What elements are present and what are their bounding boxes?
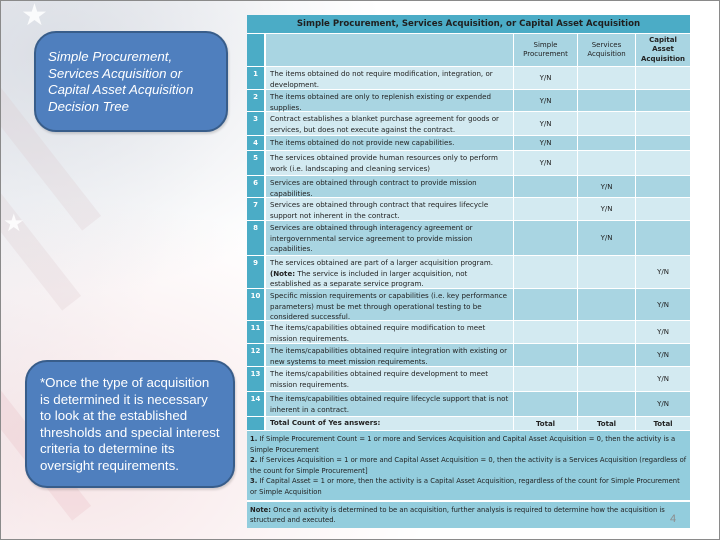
total-services-acquisition: Total bbox=[578, 417, 636, 430]
answer-cell-simple-procurement[interactable] bbox=[514, 221, 578, 255]
star-icon: ★ bbox=[21, 0, 48, 33]
answer-cell-capital-asset[interactable] bbox=[636, 151, 690, 175]
page-number: 4 bbox=[670, 513, 677, 525]
row-number: 13 bbox=[247, 367, 266, 391]
answer-cell-capital-asset[interactable]: Y/N bbox=[657, 351, 669, 359]
answer-cell-services-acquisition[interactable] bbox=[578, 136, 636, 150]
rule-text: If Services Acquisition = 1 or more and Capital Asset Acquisition = 0, then the activity is a Services Acquisition (regardless of the count for Simple Procurement] bbox=[250, 456, 687, 475]
row-number: 8 bbox=[247, 221, 266, 255]
note-label: Note: bbox=[250, 505, 271, 514]
answer-cell-services-acquisition[interactable] bbox=[578, 392, 636, 416]
answer-cell-services-acquisition[interactable] bbox=[578, 90, 636, 111]
answer-cell-simple-procurement[interactable] bbox=[514, 176, 578, 197]
total-row bbox=[247, 417, 690, 431]
answer-cell-simple-procurement[interactable] bbox=[514, 344, 578, 366]
table-row bbox=[247, 112, 690, 136]
row-criterion: The items/capabilities obtained require development to meet mission requirements. bbox=[266, 367, 514, 391]
answer-cell-simple-procurement[interactable] bbox=[514, 256, 578, 288]
answer-cell-capital-asset[interactable] bbox=[636, 198, 690, 220]
answer-cell-capital-asset[interactable]: Y/N bbox=[657, 268, 669, 276]
rule-number: 2. bbox=[250, 456, 258, 465]
rule-2 bbox=[250, 455, 687, 476]
answer-cell-simple-procurement[interactable]: Y/N bbox=[514, 151, 578, 175]
rule-text: If Capital Asset = 1 or more, then the activity is a Capital Asset Acquisition, regardless of the count for Simple Procurement or Simple Acquisition bbox=[250, 477, 680, 496]
decision-rules bbox=[247, 431, 690, 502]
answer-cell-capital-asset[interactable] bbox=[636, 90, 690, 111]
table-header-row bbox=[247, 34, 690, 67]
answer-cell-simple-procurement[interactable] bbox=[514, 198, 578, 220]
answer-cell-simple-procurement[interactable]: Y/N bbox=[514, 136, 578, 150]
row-number: 3 bbox=[247, 112, 266, 135]
answer-cell-services-acquisition[interactable] bbox=[578, 256, 636, 288]
answer-cell-services-acquisition[interactable]: Y/N bbox=[578, 221, 636, 255]
criterion-text: The services obtained are part of a larger acquisition program. bbox=[270, 258, 494, 267]
table-row bbox=[247, 344, 690, 367]
row-criterion: Services are obtained through contract to provide mission capabilities. bbox=[266, 176, 514, 197]
table-row bbox=[247, 151, 690, 176]
table-row bbox=[247, 367, 690, 392]
row-number: 10 bbox=[247, 289, 266, 320]
row-criterion: The items obtained are only to replenish existing or expended supplies. bbox=[266, 90, 514, 111]
row-criterion: Services are obtained through interagency agreement or intergovernmental service agreement to provide mission capabilities. bbox=[266, 221, 514, 255]
column-header-capital-asset-acquisition: Capital Asset Acquisition bbox=[640, 35, 686, 63]
row-number: 6 bbox=[247, 176, 266, 197]
row-number: 4 bbox=[247, 136, 266, 150]
table-row bbox=[247, 176, 690, 198]
decision-table bbox=[247, 15, 690, 528]
rule-3 bbox=[250, 476, 687, 497]
row-number: 5 bbox=[247, 151, 266, 175]
callout-footnote-text: *Once the type of acquisition is determined it is necessary to look at the established thresholds and special interest criteria to determine its oversight requirements. bbox=[40, 375, 220, 473]
answer-cell-simple-procurement[interactable] bbox=[514, 367, 578, 391]
table-row bbox=[247, 198, 690, 221]
row-criterion: Contract establishes a blanket purchase agreement for goods or services, but does not execute against the contract. bbox=[266, 112, 514, 135]
answer-cell-capital-asset[interactable] bbox=[636, 136, 690, 150]
table-row bbox=[247, 392, 690, 417]
rule-text: If Simple Procurement Count = 1 or more and Services Acquisition and Capital Asset Acquisition = 0, then the activity is a Simple Procurement bbox=[250, 435, 676, 454]
answer-cell-capital-asset[interactable] bbox=[636, 221, 690, 255]
answer-cell-capital-asset[interactable]: Y/N bbox=[657, 328, 669, 336]
callout-title-text: Simple Procurement, Services Acquisition or Capital Asset Acquisition Decision Tree bbox=[48, 49, 194, 114]
answer-cell-simple-procurement[interactable] bbox=[514, 321, 578, 343]
row-number: 2 bbox=[247, 90, 266, 111]
total-simple-procurement: Total bbox=[514, 417, 578, 430]
note-label: (Note: bbox=[270, 268, 296, 278]
answer-cell-services-acquisition[interactable] bbox=[578, 289, 636, 320]
answer-cell-services-acquisition[interactable]: Y/N bbox=[578, 176, 636, 197]
total-capital-asset: Total bbox=[653, 419, 673, 428]
row-number: 14 bbox=[247, 392, 266, 416]
answer-cell-simple-procurement[interactable]: Y/N bbox=[514, 112, 578, 135]
answer-cell-simple-procurement[interactable] bbox=[514, 392, 578, 416]
table-title: Simple Procurement, Services Acquisition, or Capital Asset Acquisition bbox=[247, 15, 690, 34]
table-row bbox=[247, 221, 690, 256]
answer-cell-simple-procurement[interactable] bbox=[514, 289, 578, 320]
description-column-header bbox=[266, 34, 514, 66]
answer-cell-capital-asset[interactable]: Y/N bbox=[657, 375, 669, 383]
answer-cell-services-acquisition[interactable] bbox=[578, 344, 636, 366]
row-number: 12 bbox=[247, 344, 266, 366]
title-callout bbox=[34, 31, 228, 132]
table-row bbox=[247, 136, 690, 151]
column-header-services-acquisition: Services Acquisition bbox=[578, 34, 636, 66]
row-number: 1 bbox=[247, 67, 266, 89]
row-criterion: The items/capabilities obtained require lifecycle support that is not inherent in a contract. bbox=[266, 392, 514, 416]
row-criterion: The services obtained provide human resources only to perform work (i.e. landscaping and cleaning services) bbox=[266, 151, 514, 175]
table-row bbox=[247, 256, 690, 289]
row-number: 7 bbox=[247, 198, 266, 220]
rule-number: 3. bbox=[250, 477, 258, 486]
note-text: Once an activity is determined to be an acquisition, further analysis is required to determine how the acquisition is structured and executed. bbox=[250, 505, 665, 525]
row-criterion: The items/capabilities obtained require modification to meet mission requirements. bbox=[266, 321, 514, 343]
answer-cell-capital-asset[interactable] bbox=[636, 112, 690, 135]
row-criterion: The items obtained do not require modification, integration, or development. bbox=[266, 67, 514, 89]
rule-number: 1. bbox=[250, 435, 258, 443]
footnote-callout bbox=[25, 360, 235, 488]
answer-cell-services-acquisition[interactable] bbox=[578, 321, 636, 343]
star-icon: ★ bbox=[3, 209, 25, 237]
row-criterion: The items obtained do not provide new capabilities. bbox=[266, 136, 514, 150]
answer-cell-capital-asset[interactable]: Y/N bbox=[657, 400, 669, 408]
answer-cell-services-acquisition[interactable] bbox=[578, 151, 636, 175]
row-number: 11 bbox=[247, 321, 266, 343]
total-label: Total Count of Yes answers: bbox=[266, 417, 514, 430]
number-column-header bbox=[247, 34, 266, 66]
answer-cell-capital-asset[interactable] bbox=[636, 67, 690, 89]
answer-cell-services-acquisition[interactable] bbox=[578, 67, 636, 89]
answer-cell-capital-asset[interactable]: Y/N bbox=[657, 300, 669, 309]
answer-cell-simple-procurement[interactable]: Y/N bbox=[514, 67, 578, 89]
row-criterion: Specific mission requirements or capabilities (i.e. key performance parameters) must be met through operational testing to be considered successful. bbox=[266, 289, 514, 320]
table-row bbox=[247, 67, 690, 90]
row-criterion: The items/capabilities obtained require integration with existing or new systems to meet mission requirements. bbox=[266, 344, 514, 366]
note-text: The service is included in larger acquisition, not established as a separate service program. bbox=[270, 268, 468, 288]
answer-cell-services-acquisition[interactable]: Y/N bbox=[578, 198, 636, 220]
row-criterion bbox=[266, 256, 514, 288]
row-number: 9 bbox=[247, 256, 266, 288]
table-row bbox=[247, 321, 690, 344]
answer-cell-simple-procurement[interactable]: Y/N bbox=[514, 90, 578, 111]
table-note bbox=[247, 502, 690, 528]
answer-cell-services-acquisition[interactable] bbox=[578, 112, 636, 135]
row-number bbox=[247, 417, 266, 430]
table-row bbox=[247, 289, 690, 321]
answer-cell-capital-asset[interactable] bbox=[636, 176, 690, 197]
rule-1 bbox=[250, 434, 687, 455]
row-criterion: Services are obtained through contract that requires lifecycle support not inherent in the contract. bbox=[266, 198, 514, 220]
answer-cell-services-acquisition[interactable] bbox=[578, 367, 636, 391]
table-row bbox=[247, 90, 690, 112]
column-header-simple-procurement: Simple Procurement bbox=[514, 34, 578, 66]
